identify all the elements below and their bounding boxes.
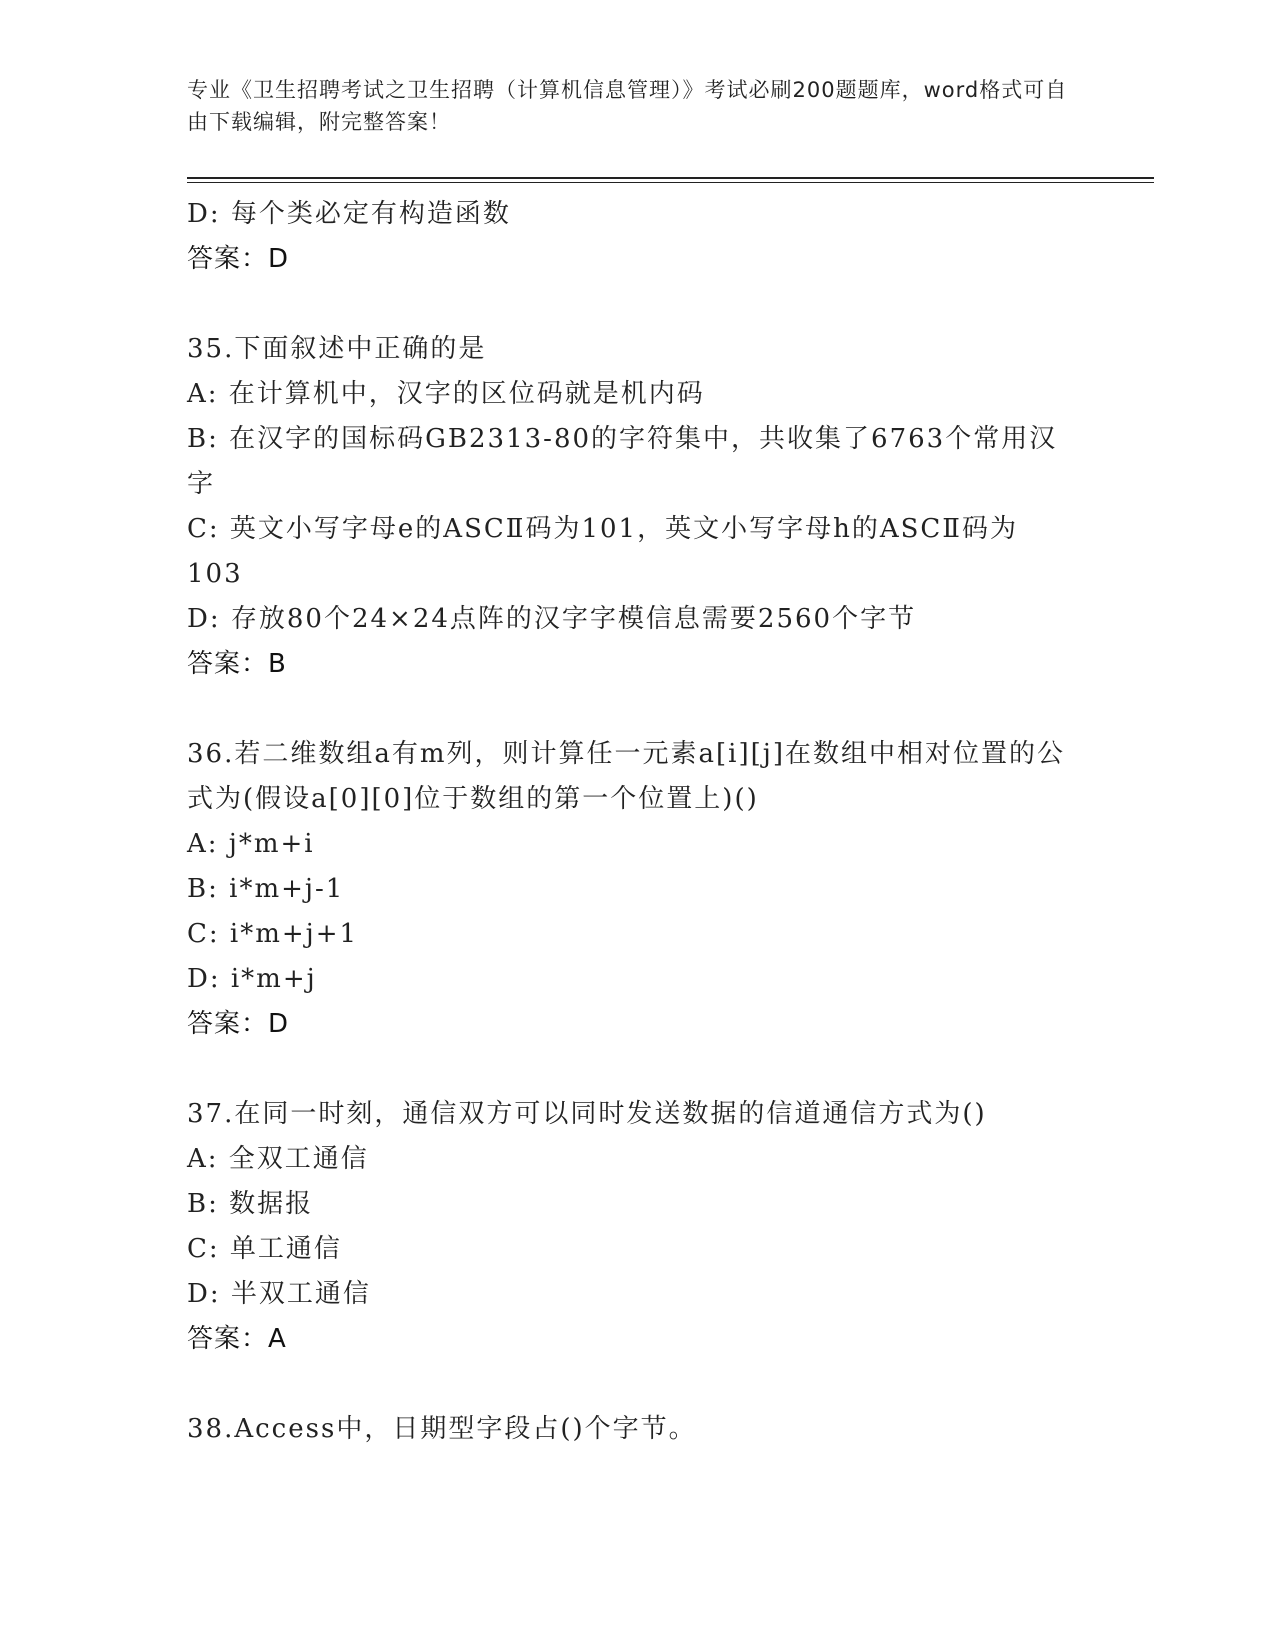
question-35 <box>187 327 1087 687</box>
question-text: 35.下面叙述中正确的是 <box>187 334 487 364</box>
question-text: 38.Access中，日期型字段占()个字节。 <box>187 1414 697 1444</box>
option-b: B: i*m+j-1 <box>187 874 345 904</box>
question-spacer <box>187 282 1087 327</box>
option-a: A: 全双工通信 <box>187 1144 369 1174</box>
answer-35: 答案：B <box>187 649 287 679</box>
previous-option-d: D: 每个类必定有构造函数 <box>187 199 511 229</box>
option-c: C: 英文小写字母e的ASCⅡ码为101，英文小写字母h的ASCⅡ码为103 <box>187 514 1018 589</box>
question-spacer <box>187 1047 1087 1092</box>
question-37 <box>187 1092 1087 1362</box>
answer-36: 答案：D <box>187 1009 290 1039</box>
question-spacer <box>187 1362 1087 1407</box>
option-d: D: 存放80个24×24点阵的汉字字模信息需要2560个字节 <box>187 604 917 634</box>
option-a: A: j*m+i <box>187 829 315 859</box>
answer-37: 答案：A <box>187 1324 287 1354</box>
question-text: 36.若二维数组a有m列，则计算任一元素a[i][j]在数组中相对位置的公式为(假设a[0][0]位于数组的第一个位置上)() <box>187 739 1065 814</box>
question-36 <box>187 732 1087 1047</box>
option-b: B: 数据报 <box>187 1189 314 1219</box>
question-list <box>187 192 1087 1452</box>
question-text: 37.在同一时刻，通信双方可以同时发送数据的信道通信方式为() <box>187 1099 987 1129</box>
option-a: A: 在计算机中，汉字的区位码就是机内码 <box>187 379 705 409</box>
header-rule-thick <box>187 177 1154 179</box>
option-b: B: 在汉字的国标码GB2313-80的字符集中，共收集了6763个常用汉字 <box>187 424 1058 499</box>
option-d: D: 半双工通信 <box>187 1279 371 1309</box>
previous-answer: 答案：D <box>187 244 290 274</box>
question-spacer <box>187 687 1087 732</box>
option-c: C: i*m+j+1 <box>187 919 359 949</box>
document-header: 专业《卫生招聘考试之卫生招聘（计算机信息管理）》考试必刷200题题库，word格式可自由下载编辑，附完整答案！ <box>187 78 1068 134</box>
option-d: D: i*m+j <box>187 964 317 994</box>
question-38 <box>187 1407 1087 1452</box>
header-rule-thin <box>187 182 1154 183</box>
option-c: C: 单工通信 <box>187 1234 342 1264</box>
